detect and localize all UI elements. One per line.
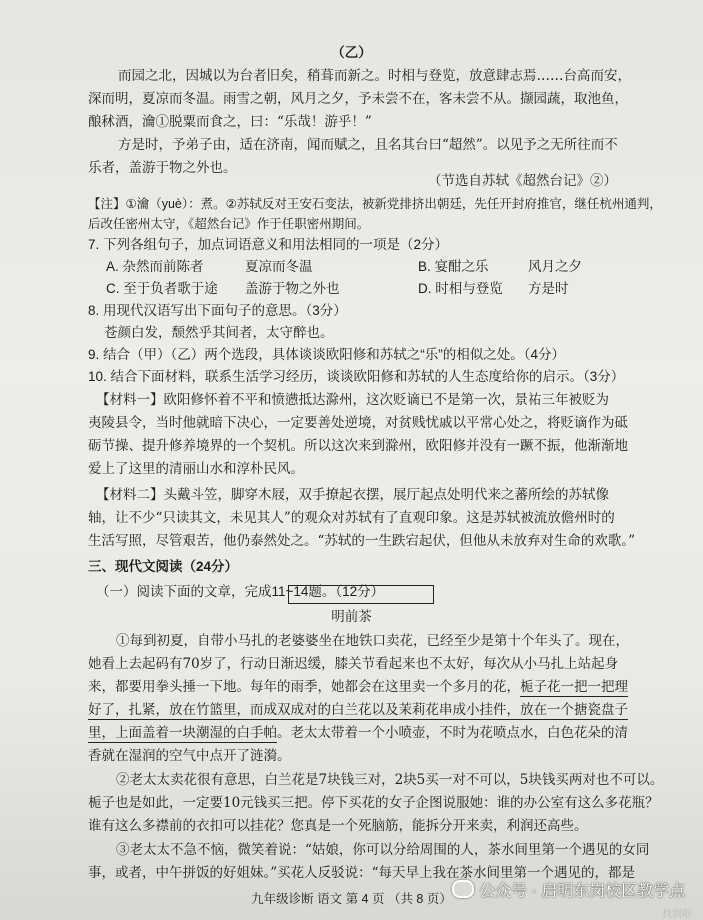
note-line: 后改任密州太守，《超然台记》作于任职密州期间。 xyxy=(88,217,370,231)
article-line xyxy=(88,701,628,719)
section-3-subheading: （一）阅读下面的文章，完成11~14题。（12分） xyxy=(96,584,385,599)
article-line: ①每到初夏，自带小马扎的老婆婆坐在地铁口卖花，已经至少是第十个年头了。现在， xyxy=(116,633,629,649)
article-text: 。老太太带着一个小喷壶，不时为花喷点水，白色花朵的清 xyxy=(277,725,628,741)
classical-text-line: 酿秫酒，瀹①脱粟而食之，曰：“乐哉！游乎！” xyxy=(88,114,372,130)
watermark-text: 公众号 · 启明东岗校区教学点 xyxy=(479,883,686,900)
article-line: 栀子也是如此，一定要10元钱买三把。停下买花的女子企图说服她：谁的办公室有这么多花瓶？ xyxy=(88,795,659,811)
question-8: 8. 用现代汉语写出下面句子的意思。（3分） xyxy=(88,303,347,318)
article-line: ②老太太卖花很有意思，白兰花是7块钱三对，2块5买一对不可以，5块钱买两对也不可以。 xyxy=(116,772,664,788)
article-line: ③老太太不急不恼，微笑着说：“姑娘，你可以分给周围的人，茶水间里第一个遇见的女同 xyxy=(116,842,650,858)
section-3-heading: 三、现代文阅读（24分） xyxy=(88,559,239,574)
article-line: 香就在湿润的空气中点开了涟漪。 xyxy=(88,748,291,764)
article-line: 事，或者，中午拼饭的好姐妹。”买花人反驳说：“每天早上我在茶水间里第一个遇见的，都是 xyxy=(88,865,636,881)
note-line: 【注】①瀹（yuè）：煮。②苏轼反对王安石变法，被新党排挤出朝廷，先任开封府推官，继任杭州通判， xyxy=(88,197,662,211)
q7-option-d: D. 时相与登览 xyxy=(418,281,503,296)
material-1-line: 【材料一】欧阳修怀着不平和愤懑抵达滁州，这次贬谪已不是第一次，景祐三年被贬为 xyxy=(96,392,609,408)
account-watermark xyxy=(452,878,685,901)
underlined-text: 里，上面盖着一块潮湿的白手帕 xyxy=(88,725,277,741)
q7-option-a: A. 杂然而前陈者 xyxy=(106,259,204,274)
material-2-line: 生活写照，尽管艰苦，他仍泰然处之。“苏轼的一生跌宕起伏，但他从未放弃对生命的欢歌。” xyxy=(88,533,636,549)
classical-text-line: 乐者，盖游于物之外也。 xyxy=(88,160,237,176)
article-line xyxy=(88,724,628,742)
source-citation: （节选自苏轼《超然台记》②） xyxy=(428,173,617,189)
material-2-line: 轴，让不少“只读其文，未见其人”的观众对苏轼有了直观印象。这是苏轼被流放儋州时的 xyxy=(88,510,615,526)
q7-option-c: C. 至于负者歌于途 xyxy=(106,281,218,296)
q7-option-d-pair: 方是时 xyxy=(528,281,569,296)
section-yi-heading: （乙） xyxy=(331,45,372,61)
q8-sentence: 苍颜白发，颓然乎其间者，太守醉也。 xyxy=(104,325,334,341)
article-text: 来，都要用拳头捶一下地。每年的雨季，她都会在这里卖一个多月的花， xyxy=(88,679,520,695)
material-2-line: 【材料二】头戴斗笠，脚穿木屐，双手撩起衣摆，展厅起点处明代来之蕃所绘的苏轼像 xyxy=(96,487,609,503)
question-10: 10. 结合下面材料，联系生活学习经历，谈谈欧阳修和苏轼的人生态度给你的启示。（3分） xyxy=(88,369,625,384)
material-1-line: 夷陵县令，当时他就暗下决心，一定要善处逆境，对贫贱忧戚以平常心处之，将贬谪作为砥 xyxy=(88,415,628,431)
q7-option-b-pair: 风月之夕 xyxy=(528,259,582,274)
article-line xyxy=(88,678,628,696)
article-line: 她看上去起码有70岁了，行动日渐迟缓，膝关节看起来也不太好，每次从小马扎上站起身 xyxy=(88,656,619,672)
q7-option-c-pair: 盖游于物之外也 xyxy=(245,281,340,296)
underlined-text: 放在一个搪瓷盘子 xyxy=(520,702,628,718)
article-line: 谁有这么多襟前的衣扣可以挂花？您真是一个死脑筋，能拆分开来卖，利润还高些。 xyxy=(88,818,588,834)
underlined-text: 好了，扎紧，放在竹篮里，而成双成对的白兰花以及茉莉花串成小挂件， xyxy=(88,702,520,718)
classical-text-line: 方是时，予弟子由，适在济南，闻而赋之，且名其台曰“超然”。以见予之无所往而不 xyxy=(118,137,618,153)
material-1-line: 爱上了这里的清丽山水和淳朴民风。 xyxy=(88,461,304,477)
answer-blank-box xyxy=(288,585,434,604)
wechat-icon xyxy=(452,880,474,898)
q7-option-a-pair: 夏凉而冬温 xyxy=(245,259,313,274)
classical-text-line: 深而明，夏凉而冬温。雨雪之朝，风月之夕，予未尝不在，客未尝不从。撷园蔬，取池鱼， xyxy=(88,91,628,107)
question-9: 9. 结合（甲）（乙）两个选段，具体谈谈欧阳修和苏轼之“乐”的相似之处。（4分） xyxy=(88,347,566,362)
question-7: 7. 下列各组句子，加点词语意义和用法相同的一项是（2分） xyxy=(88,237,449,252)
article-title: 明前茶 xyxy=(331,609,372,625)
q7-option-b: B. 宴酣之乐 xyxy=(418,259,489,274)
edge-watermark: 找到啦 xyxy=(662,909,692,920)
classical-text-line: 而园之北，因城以为台者旧矣，稍葺而新之。时相与登览，放意肆志焉……台高而安， xyxy=(118,68,631,84)
material-1-line: 砺节操、提升修养境界的一个契机。所以这次来到滁州，欧阳修并没有一蹶不振，他渐渐地 xyxy=(88,438,628,454)
underlined-text: 栀子花一把一把理 xyxy=(520,679,628,695)
page-footer: 九年级诊断 语文 第 4 页 （共 8 页） xyxy=(251,892,452,906)
